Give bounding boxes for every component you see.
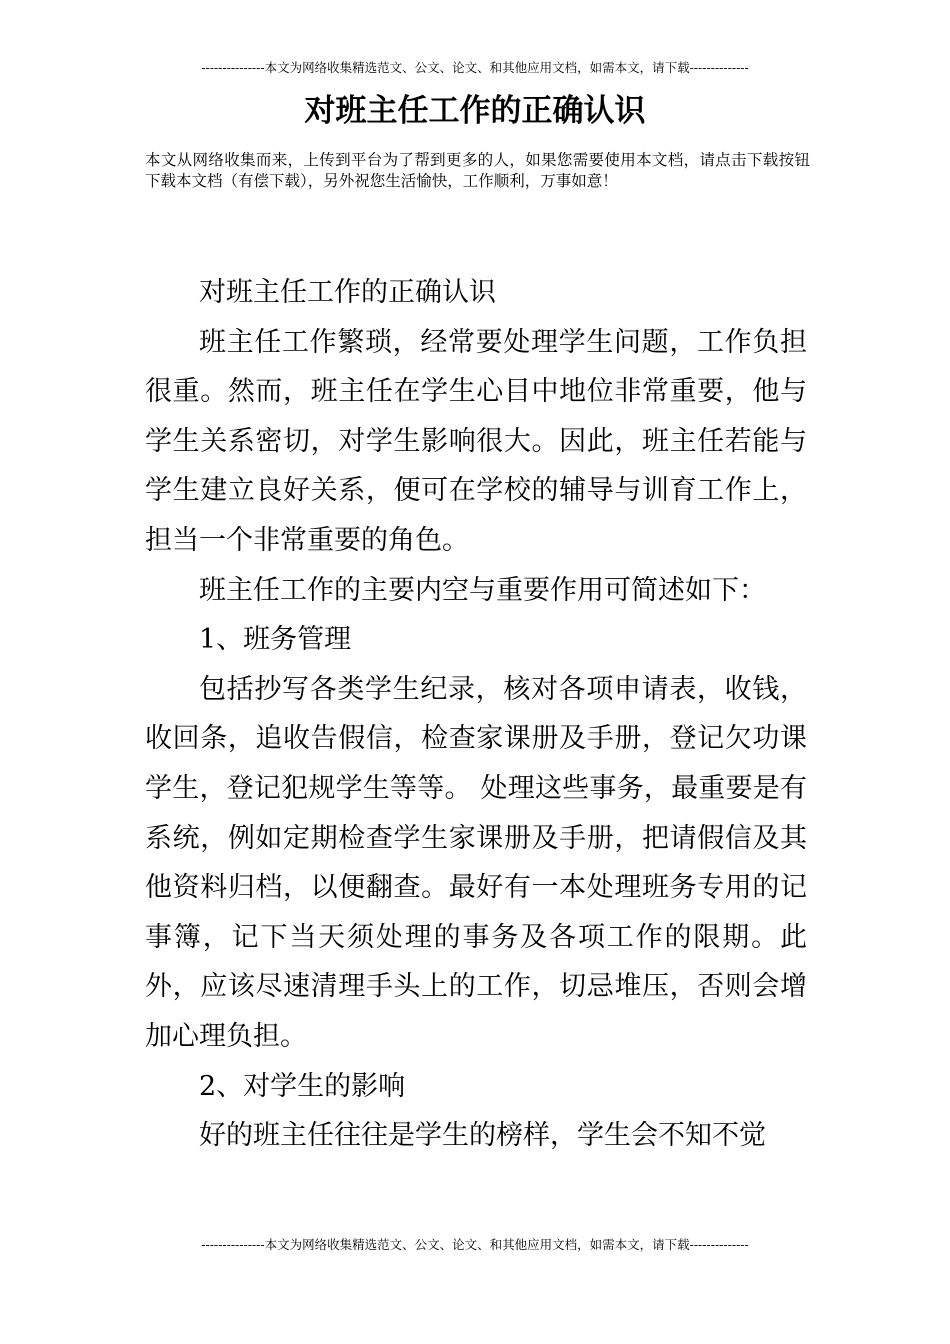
footer-banner: ---------------本文为网络收集精选范文、公文、论文、和其他应用文档，如需本文，请下载-------------- xyxy=(201,1237,749,1252)
intro-notice: 本文从网络收集而来，上传到平台为了帮到更多的人，如果您需要使用本文档，请点击下载按钮下载本文档（有偿下载），另外祝您生活愉快，工作顺利，万事如意！ xyxy=(145,151,810,190)
document-title: 对班主任工作的正确认识 xyxy=(304,93,646,129)
document-body xyxy=(145,268,807,1161)
paragraph: 好的班主任往往是学生的榜样，学生会不知不觉 xyxy=(199,1120,766,1152)
section-heading: 1、班务管理 xyxy=(199,624,352,656)
paragraph: 包括抄写各类学生纪录，核对各项申请表，收钱，收回条，追收告假信，检查家课册及手册，登记欠功课学生，登记犯规学生等等。 处理这些事务，最重要是有系统，例如定期检查学生家课册及手册，把请假信及其他资料归档，以便翻查。最好有一本处理班务专用的记事簿，记下当天须处理的事务及各项工作的限期。此外，应该尽速清理手头上的工作，切忌堆压，否则会增加心理负担。 xyxy=(145,673,807,1052)
section-heading: 2、对学生的影响 xyxy=(199,1070,406,1102)
paragraph: 班主任工作的主要内空与重要作用可简述如下： xyxy=(199,574,766,606)
header-banner: ---------------本文为网络收集精选范文、公文、论文、和其他应用文档，如需本文，请下载-------------- xyxy=(201,60,749,75)
body-heading: 对班主任工作的正确认识 xyxy=(199,277,496,308)
paragraph: 班主任工作繁琐，经常要处理学生问题，工作负担很重。然而，班主任在学生心目中地位非常重要，他与学生关系密切，对学生影响很大。因此，班主任若能与学生建立良好关系，便可在学校的辅导与训育工作上，担当一个非常重要的角色。 xyxy=(145,326,807,556)
